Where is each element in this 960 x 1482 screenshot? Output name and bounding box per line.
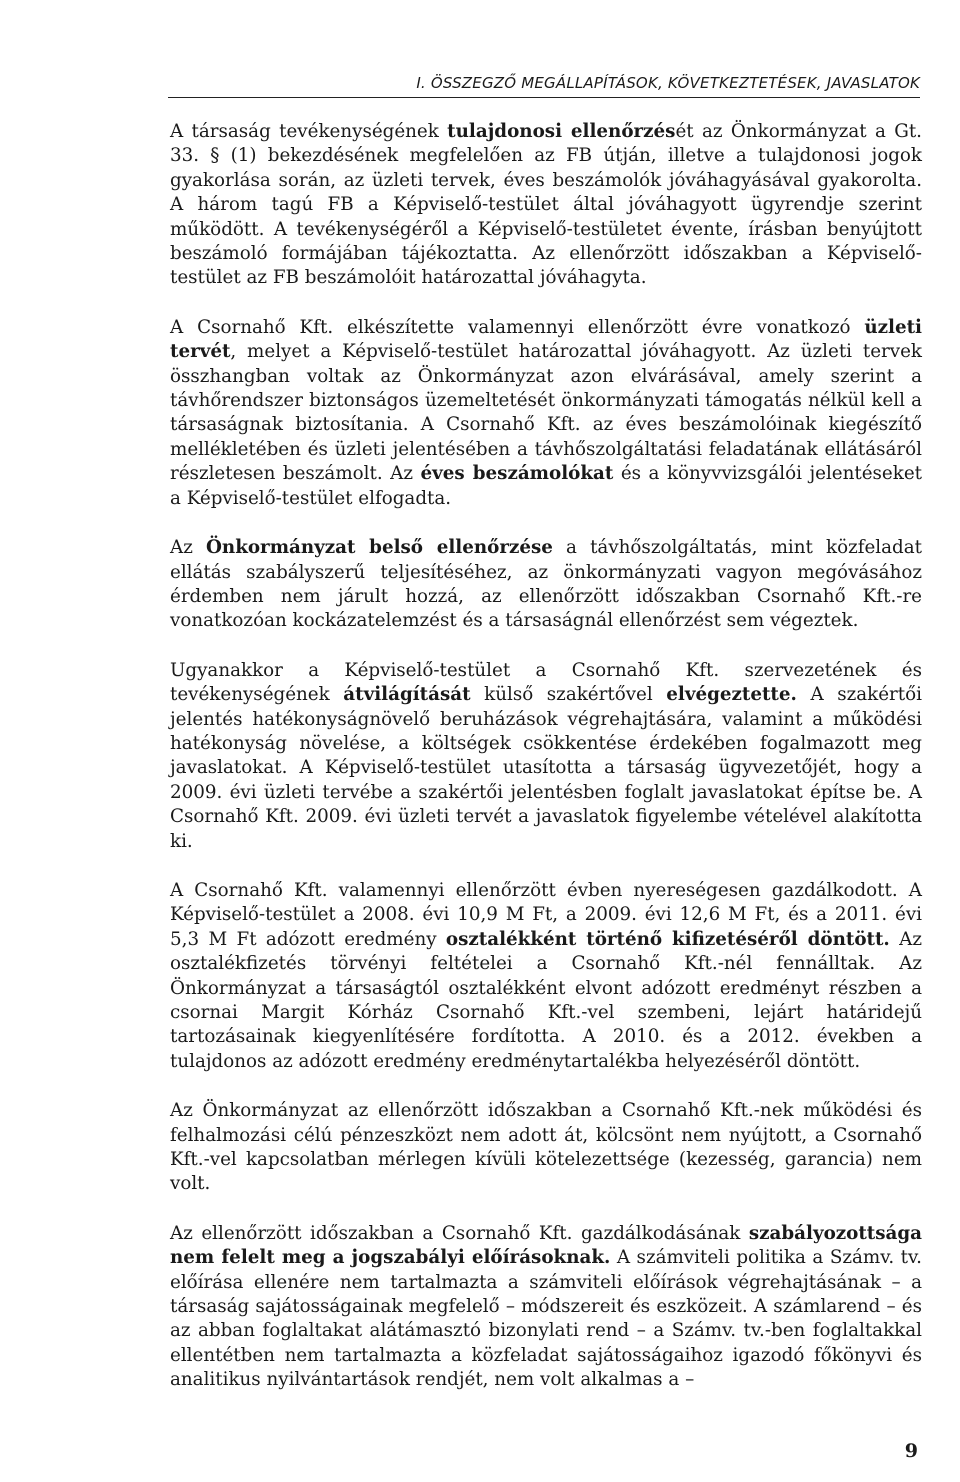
paragraph-4: Ugyanakkor a Képviselő-testület a Csornahő Kft. szervezetének és tevékenységének átvilágítását külső szakértővel elvégeztette. A szakértői jelentés hatékonyságnövelő beruházások végrehajtására, valamint a működési hatékonyság növelése, a költségek csökkentése érdekében fogalmazott meg javaslatokat. A Képviselő-testület utasította a társaság ügyvezetőjét, hogy a 2009. évi üzleti tervébe a szakértői jelentésben foglalt javaslatokat építse be. A Csornahő Kft. 2009. évi üzleti tervét a javaslatok figyelembe vételével alakította ki. [170,659,922,852]
paragraph-3: Az Önkormányzat belső ellenőrzése a távhőszolgáltatás, mint közfeladat ellátás szabályszerű teljesítéséhez, az önkormányzati vagyon megóvásához érdemben nem járult hozzá, az ellenőrzött időszakban Csornahő Kft.-re vonatkozóan kockázatelemzést és a társaságnál ellenőrzést sem végeztek. [170,537,923,632]
document-body [170,120,922,1393]
header-rule [168,97,920,98]
running-header: I. ÖSSZEGZŐ MEGÁLLAPÍTÁSOK, KÖVETKEZTETÉSEK, JAVASLATOK [416,74,920,92]
paragraph-7: Az ellenőrzött időszakban a Csornahő Kft. gazdálkodásának szabályozottsága nem felelt meg a jogszabályi előírásoknak. A számviteli politika a Számv. tv. előírása ellenére nem tartalmazta a számviteli előírások végrehajtásának – a társaság sajátosságainak megfelelő – módszereit és eszközeit. A számlarend – és az abban foglaltakat alátámasztó bizonylati rend – a Számv. tv.-ben foglaltakkal ellentétben nem tartalmazta a közfeladat sajátosságaihoz igazodó főkönyvi és analitikus nyilvántartások rendjét, nem volt alkalmas a – [170,1222,922,1391]
paragraph-2: A Csornahő Kft. elkészítette valamennyi ellenőrzött évre vonatkozó üzleti tervét, melyet a Képviselő-testület határozattal jóváhagyott. Az üzleti tervek összhangban voltak az Önkormányzat azon elvárásával, amely szerint a távhőrendszer biztonságos üzemeltetését önkormányzati támogatás nélkül kell a társaságnak biztosítania. A Csornahő Kft. az éves beszámolóinak kiegészítő mellékletében és üzleti jelentésében a távhőszolgáltatási feladatának ellátásáról részletesen beszámolt. Az éves beszámolókat és a könyvvizsgálói jelentéseket a Képviselő-testület elfogadta. [170,316,922,509]
paragraph-1: A társaság tevékenységének tulajdonosi ellenőrzését az Önkormányzat a Gt. 33. § (1) bekezdésének megfelelően az FB útján, illetve a tulajdonosi jogok gyakorlása során, az üzleti tervek, éves beszámolók jóváhagyásával gyakorolta. A három tagú FB a Képviselő-testület által jóváhagyott ügyrendje szerint működött. A tevékenységéről a Képviselő-testületet évente, írásban benyújtott beszámoló formájában tájékoztatta. Az ellenőrzött időszakban a Képviselő-testület az FB beszámolóit határozattal jóváhagyta. [170,121,922,289]
paragraph-6: Az Önkormányzat az ellenőrzött időszakban a Csornahő Kft.-nek működési és felhalmozási célú pénzeszközt nem adott át, kölcsönt nem nyújtott, a Csornahő Kft.-vel kapcsolatban mérlegen kívüli kötelezettsége (kezesség, garancia) nem volt. [170,1100,922,1195]
page-number: 9 [904,1440,918,1462]
paragraph-5: A Csornahő Kft. valamennyi ellenőrzött évben nyereségesen gazdálkodott. A Képviselő-testület a 2008. évi 10,9 M Ft, a 2009. évi 12,6 M Ft, és a 2011. évi 5,3 M Ft adózott eredmény osztalékként történő kifizetéséről döntött. Az osztalékfizetés törvényi feltételei a Csornahő Kft.-nél fennálltak. Az Önkormányzat a társaságtól osztalékként elvont adózott eredményt részben a csornai Margit Kórház Csornahő Kft.-vel szembeni, lejárt határidejű tartozásainak kiegyenlítésére fordította. A 2010. és a 2012. években a tulajdonos az adózott eredmény eredménytartalékba helyezéséről döntött. [170,879,922,1072]
